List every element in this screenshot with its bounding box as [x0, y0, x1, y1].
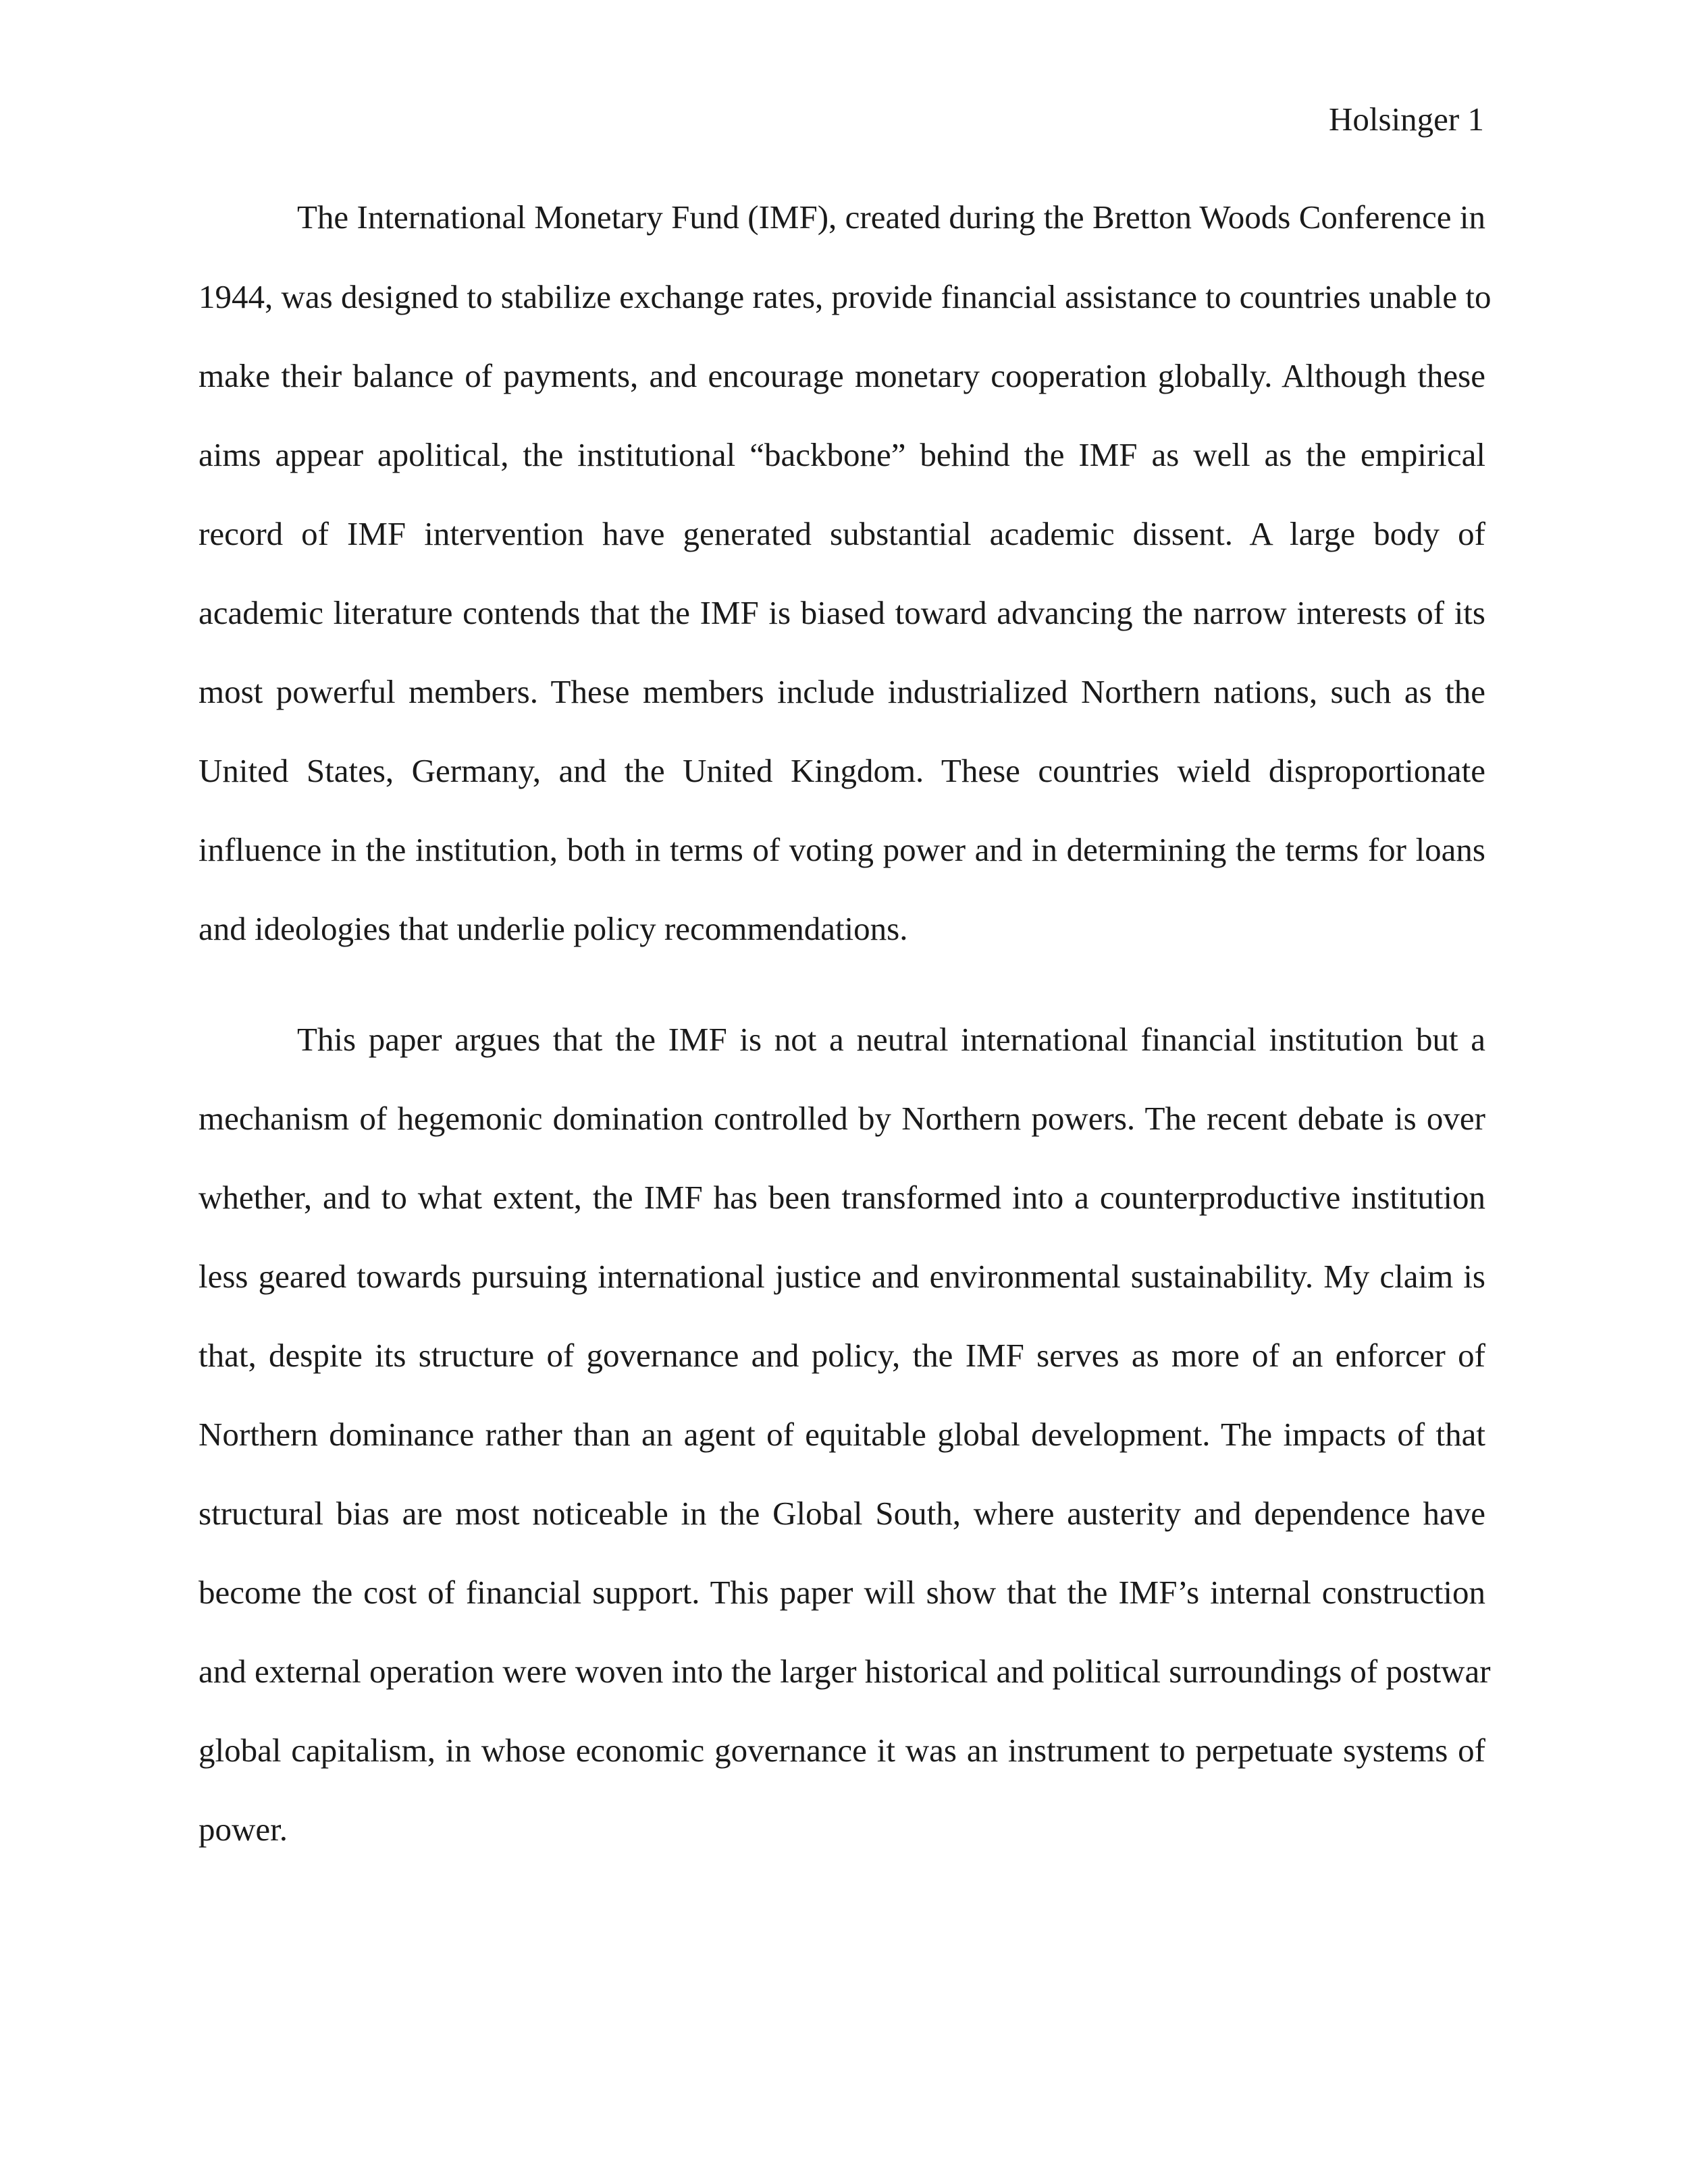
paragraph-2-line: This paper argues that the IMF is not a neutral international financial institution but a [297, 1021, 1485, 1058]
paragraph-1-line: academic literature contends that the IMF is biased toward advancing the narrow interests of its [199, 594, 1485, 631]
paragraph-2-line: less geared towards pursuing international justice and environmental sustainability. My claim is [199, 1258, 1485, 1295]
paragraph-2-line: become the cost of financial support. This paper will show that the IMF’s internal construction [199, 1574, 1485, 1611]
paragraph-1-line: record of IMF intervention have generated substantial academic dissent. A large body of [199, 515, 1485, 552]
running-head: Holsinger 1 [1329, 101, 1484, 138]
paragraph-1-line: make their balance of payments, and encourage monetary cooperation globally. Although these [199, 357, 1485, 394]
paragraph-1-line: aims appear apolitical, the institutional “backbone” behind the IMF as well as the empirical [199, 436, 1485, 473]
paragraph-1-line: and ideologies that underlie policy recommendations. [199, 910, 908, 947]
paragraph-2-line: that, despite its structure of governance and policy, the IMF serves as more of an enforcer of [199, 1337, 1485, 1374]
paragraph-2-line: and external operation were woven into the larger historical and political surroundings of postwar [199, 1653, 1491, 1690]
paragraph-1-line: most powerful members. These members include industrialized Northern nations, such as the [199, 673, 1485, 710]
paragraph-1-line: 1944, was designed to stabilize exchange rates, provide financial assistance to countries unable to [199, 278, 1492, 315]
paragraph-2-line: power. [199, 1811, 288, 1848]
paragraph-2-line: global capitalism, in whose economic governance it was an instrument to perpetuate systems of [199, 1732, 1485, 1769]
paragraph-2-line: whether, and to what extent, the IMF has been transformed into a counterproductive institution [199, 1179, 1485, 1216]
paragraph-1-line: United States, Germany, and the United Kingdom. These countries wield disproportionate [199, 752, 1485, 789]
paragraph-2-line: structural bias are most noticeable in the Global South, where austerity and dependence have [199, 1495, 1485, 1532]
paragraph-1-line: influence in the institution, both in terms of voting power and in determining the terms for loans [199, 831, 1485, 868]
paragraph-2-line: mechanism of hegemonic domination controlled by Northern powers. The recent debate is over [199, 1100, 1485, 1137]
paragraph-1-line: The International Monetary Fund (IMF), created during the Bretton Woods Conference in [297, 198, 1485, 236]
paragraph-2-line: Northern dominance rather than an agent of equitable global development. The impacts of that [199, 1416, 1485, 1453]
